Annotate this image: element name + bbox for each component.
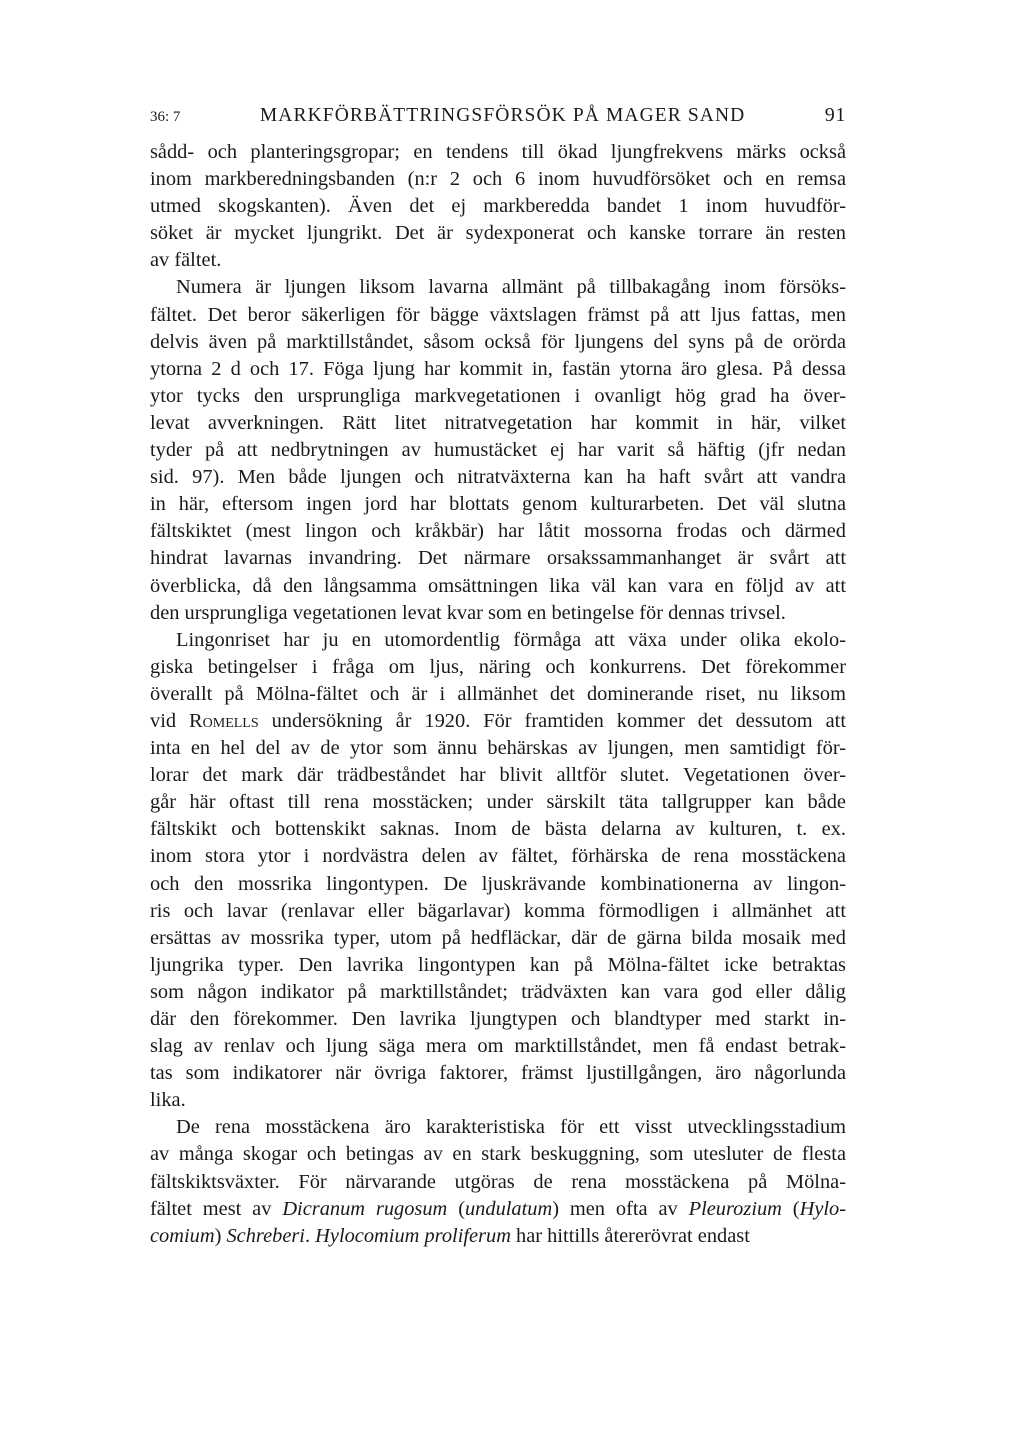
text-line: fältskiktsväxter. För närvarande utgöras de rena mosstäckena på Mölna- <box>150 1170 846 1193</box>
text-line: går här oftast till rena mosstäcken; under särskilt täta tallgrupper kan både <box>150 791 846 814</box>
text-line: slag av renlav och ljung säga mera om marktillståndet, men få endast betrak- <box>150 1035 846 1058</box>
running-header <box>150 104 846 127</box>
body-text <box>150 139 846 1250</box>
text-line: De rena mosstäckena äro karakteristiska för ett visst utvecklingsstadium <box>176 1116 846 1139</box>
paragraph <box>150 274 846 626</box>
text-line: överblicka, då den långsamma omsättningen lika väl kan vara en följd av att <box>150 574 846 597</box>
text-line: fältskikt och bottenskikt saknas. Inom de bästa delarna av kulturen, t. ex. <box>150 818 846 841</box>
text-line: levat avverkningen. Rätt litet nitratvegetation har kommit in här, vilket <box>150 411 846 434</box>
text-line: inta en hel del av de ytor som ännu behärskas av ljungen, men samtidigt för- <box>150 737 846 760</box>
text-line: inom markberedningsbanden (n:r 2 och 6 inom huvudförsöket och en remsa <box>150 168 846 191</box>
text-line: utmed skogskanten). Även det ej markberedda bandet 1 inom huvudför- <box>150 195 846 218</box>
text-line: fältskiktet (mest lingon och kråkbär) har låtit mossorna frodas och därmed <box>150 520 846 543</box>
text-line: ris och lavar (renlavar eller bägarlavar) komma förmodligen i allmänhet att <box>150 899 846 922</box>
text-line: tas som indikatorer när övriga faktorer, främst ljustillgången, äro någorlunda <box>150 1062 846 1085</box>
text-line: fältet mest av Dicranum rugosum (undulatum) men ofta av Pleurozium (Hylo- <box>150 1197 847 1220</box>
page <box>150 104 846 1250</box>
text-line: tyder på att nedbrytningen av humustäcket ej har varit så häftig (jfr nedan <box>150 439 846 462</box>
page-number: 91 <box>824 104 846 126</box>
text-line: comium) Schreberi. Hylocomium proliferum har hittills återerövrat endast <box>150 1224 750 1247</box>
running-title: MARKFÖRBÄTTRINGSFÖRSÖK PÅ MAGER SAND <box>259 105 746 126</box>
text-line: lika. <box>150 1089 186 1112</box>
text-line: lorar det mark där trädbeståndet har blivit alltför slutet. Vegetationen över- <box>150 764 846 787</box>
text-line: där den förekommer. Den lavrika ljungtypen och blandtyper med starkt in- <box>150 1008 846 1030</box>
text-line: ljungrika typer. Den lavrika lingontypen kan på Mölna-fältet icke betraktas <box>150 953 846 976</box>
text-line: sid. 97). Men både ljungen och nitratväxterna kan ha haft svårt att vandra <box>150 466 846 489</box>
text-line: ytorna 2 d och 17. Föga ljung har kommit in, fastän ytorna äro glesa. På dessa <box>150 357 846 380</box>
text-line: av fältet. <box>150 249 222 272</box>
text-line: den ursprungliga vegetationen levat kvar som en betingelse för dennas trivsel. <box>150 601 786 624</box>
text-line: fältet. Det beror säkerligen för bägge växtslagen främst på att ljus fattas, men <box>150 303 846 326</box>
text-line: delvis även på marktillståndet, såsom också för ljungens del syns på de orörda <box>150 330 846 353</box>
text-line: överallt på Mölna-fältet och är i allmänhet det dominerande riset, nu liksom <box>150 682 846 705</box>
text-line: inom stora ytor i nordvästra delen av fältet, förhärska de rena mosstäckena <box>150 845 846 868</box>
text-line: och den mossrika lingontypen. De ljuskrävande kombinationerna av lingon- <box>150 872 846 895</box>
text-line: av många skogar och betingas av en stark beskuggning, som utesluter de flesta <box>150 1143 846 1166</box>
text-line: Numera är ljungen liksom lavarna allmänt på tillbakagång inom försöks- <box>176 276 846 299</box>
author-name: Romells <box>189 709 259 732</box>
text-line: ytor tycks den ursprungliga markvegetationen i ovanligt hög grad ha över- <box>150 384 846 407</box>
section-number: 36: 7 <box>150 109 181 125</box>
text-line: hindrat lavarnas invandring. Det närmare orsakssammanhanget är svårt att <box>150 547 846 570</box>
text-line: Lingonriset har ju en utomordentlig förmåga att växa under olika ekolo- <box>176 628 846 651</box>
text-line: giska betingelser i fråga om ljus, näring och konkurrens. Det förekommer <box>150 655 846 678</box>
text-line: söket är mycket ljungrikt. Det är sydexponerat och kanske torrare än resten <box>150 222 846 245</box>
paragraph <box>150 1114 846 1249</box>
text-line: ersättas av mossrika typer, utom på hedfläckar, där de gärna bilda mosaik med <box>150 926 846 949</box>
text-line: som någon indikator på marktillståndet; trädväxten kan vara god eller dålig <box>150 980 846 1003</box>
text-line: vid Romells undersökning år 1920. För framtiden kommer det dessutom att <box>150 709 846 732</box>
text-line: sådd- och planteringsgropar; en tendens till ökad ljungfrekvens märks också <box>150 141 846 163</box>
text-line: in här, eftersom ingen jord har blottats genom kulturarbeten. Det väl slutna <box>150 493 846 516</box>
paragraph <box>150 627 846 1115</box>
paragraph <box>150 139 846 274</box>
